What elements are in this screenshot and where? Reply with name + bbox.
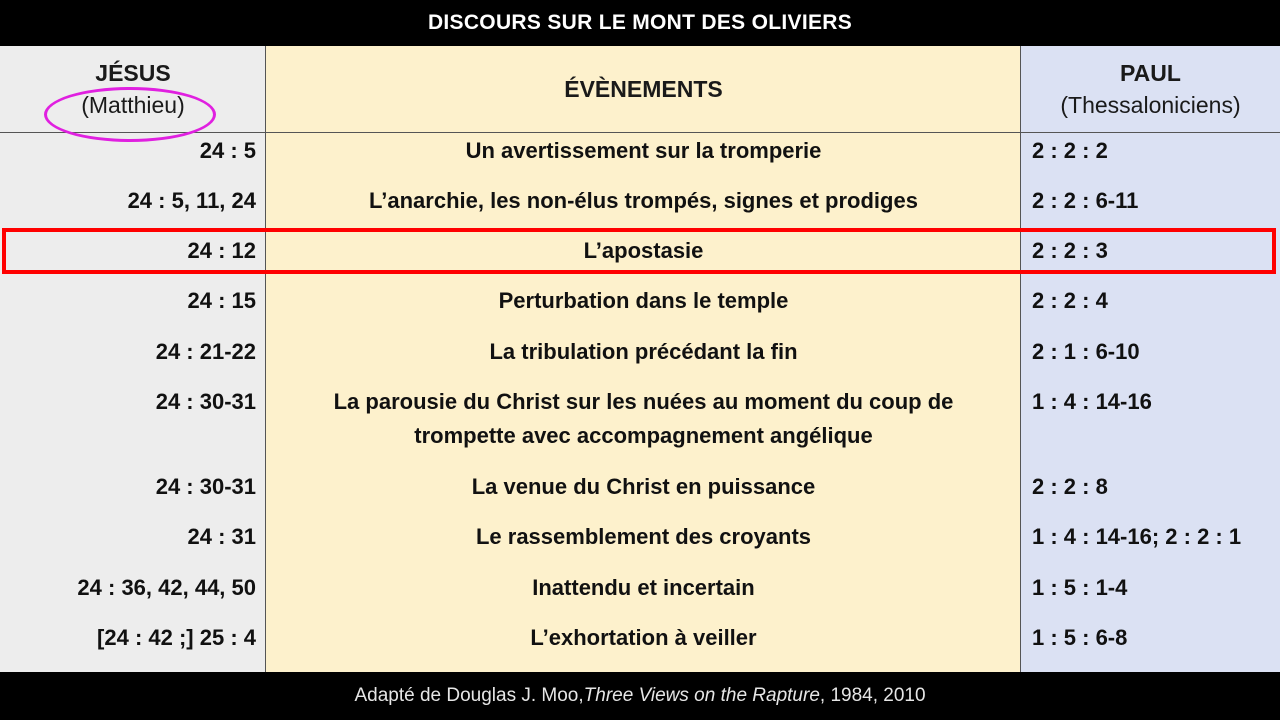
cell-paul-ref: 2 : 2 : 2: [1032, 138, 1108, 163]
cell-jesus-ref: 24 : 30-31: [155, 389, 256, 414]
cell-paul-ref: 1 : 5 : 6-8: [1032, 625, 1128, 650]
cell-paul-ref: 1 : 4 : 14-16: [1032, 389, 1152, 414]
cell-paul-ref: 1 : 4 : 14-16; 2 : 2 : 1: [1032, 524, 1242, 549]
cell-paul-ref: 2 : 2 : 8: [1032, 474, 1108, 499]
cell-event: Perturbation dans le temple: [498, 288, 789, 313]
cell-jesus-ref: 24 : 5, 11, 24: [127, 188, 256, 213]
cell-jesus-ref: 24 : 15: [187, 288, 256, 313]
footer-suffix: , 1984, 2010: [819, 685, 926, 706]
cell-paul-ref: 2 : 2 : 6-11: [1032, 188, 1139, 213]
cell-event: Inattendu et incertain: [532, 575, 755, 600]
cell-paul-ref: 1 : 5 : 1-4: [1032, 575, 1128, 600]
cell-jesus-ref: 24 : 30-31: [155, 474, 256, 499]
header-jesus-title: JÉSUS: [95, 60, 171, 86]
cell-paul-ref: 2 : 2 : 3: [1032, 238, 1108, 263]
cell-event: L’anarchie, les non-élus trompés, signes et prodiges: [369, 188, 918, 213]
header-divider: [0, 132, 1280, 133]
footer-book-title: Three Views on the Rapture: [583, 685, 820, 706]
header-jesus: [0, 46, 266, 132]
cell-event: L’exhortation à veiller: [530, 625, 757, 650]
source-footer: [0, 672, 1280, 720]
page-title: DISCOURS SUR LE MONT DES OLIVIERS: [0, 0, 1280, 46]
cell-event: La parousie du Christ sur les nuées au moment du coup de trompette avec accompagnement angélique: [333, 389, 954, 448]
header-paul-subtitle: (Thessaloniciens): [1060, 92, 1241, 118]
cell-paul-ref: 2 : 2 : 4: [1032, 288, 1108, 313]
cell-jesus-ref: 24 : 12: [187, 238, 256, 263]
header-paul-title: PAUL: [1120, 60, 1181, 86]
cell-event: Un avertissement sur la tromperie: [465, 138, 822, 163]
cell-jesus-ref: 24 : 21-22: [155, 339, 256, 364]
cell-event: Le rassemblement des croyants: [475, 524, 812, 549]
cell-event: La venue du Christ en puissance: [471, 474, 816, 499]
cell-jesus-ref: 24 : 36, 42, 44, 50: [77, 575, 256, 600]
cell-event: La tribulation précédant la fin: [489, 339, 798, 364]
header-jesus-subtitle: (Matthieu): [81, 92, 185, 118]
cell-jesus-ref: 24 : 5: [199, 138, 256, 163]
cell-event: L’apostasie: [583, 238, 704, 263]
comparison-table: [0, 46, 1280, 672]
cell-paul-ref: 2 : 1 : 6-10: [1032, 339, 1140, 364]
header-paul: [1021, 46, 1280, 132]
footer-prefix: Adapté de Douglas J. Moo,: [354, 685, 584, 706]
cell-jesus-ref: [24 : 42 ;] 25 : 4: [97, 625, 256, 650]
cell-jesus-ref: 24 : 31: [187, 524, 256, 549]
header-events: [266, 46, 1021, 132]
header-events-title: ÉVÈNEMENTS: [564, 76, 723, 102]
